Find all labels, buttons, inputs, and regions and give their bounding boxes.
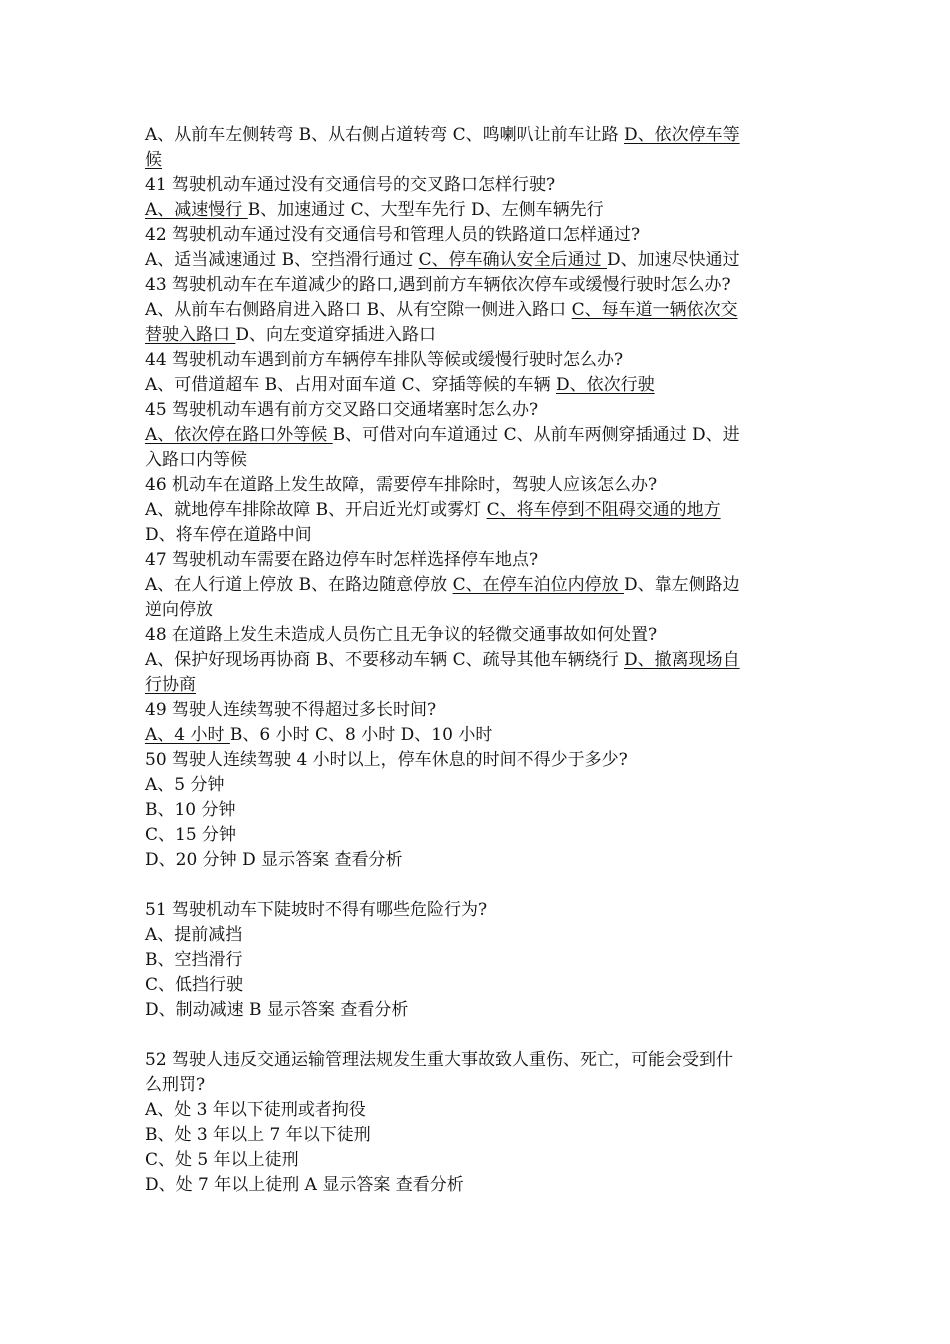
text-line: [145, 498, 813, 523]
text-segment: A、从前车左侧转弯 B、从右侧占道转弯 C、鸣喇叭让前车让路: [145, 125, 624, 145]
document-body: [145, 123, 813, 1198]
text-line: [145, 823, 813, 848]
text-line: [145, 598, 813, 623]
text-segment: 48 在道路上发生未造成人员伤亡且无争议的轻微交通事故如何处置?: [145, 625, 658, 645]
text-segment: A、就地停车排除故障 B、开启近光灯或雾灯: [145, 500, 487, 520]
text-segment: A、可借道超车 B、占用对面车道 C、穿插等候的车辆: [145, 375, 556, 395]
text-line: [145, 1048, 813, 1073]
text-line: [145, 273, 813, 298]
answer-text: D、依次行驶: [556, 375, 655, 395]
text-line: [145, 1098, 813, 1123]
text-segment: 入路口内等候: [145, 450, 247, 470]
text-segment: A、适当减速通过 B、空挡滑行通过: [145, 250, 419, 270]
answer-text: C、将车停到不阻碍交通的地方: [486, 500, 721, 520]
answer-text: A、4 小时: [145, 725, 230, 745]
text-segment: B、10 分钟: [145, 800, 236, 820]
text-segment: 42 驾驶机动车通过没有交通信号和管理人员的铁路道口怎样通过?: [145, 225, 641, 245]
answer-text: A、依次停在路口外等候: [145, 425, 333, 445]
text-line: [145, 523, 813, 548]
answer-text: C、在停车泊位内停放: [452, 575, 624, 595]
text-line: [145, 748, 813, 773]
answer-text: 替驶入路口: [145, 325, 236, 345]
text-line: [145, 448, 813, 473]
text-segment: B、可借对向车道通过 C、从前车两侧穿插通过 D、进: [332, 425, 740, 445]
text-segment: D、加速尽快通过: [607, 250, 740, 270]
text-line: [145, 673, 813, 698]
text-line: [145, 848, 813, 873]
text-segment: D、制动减速 B 显示答案 查看分析: [145, 1000, 409, 1020]
text-segment: A、处 3 年以下徒刑或者拘役: [145, 1100, 366, 1120]
text-segment: 50 驾驶人连续驾驶 4 小时以上，停车休息的时间不得少于多少?: [145, 750, 628, 770]
text-line: [145, 473, 813, 498]
text-line: [145, 773, 813, 798]
text-segment: B、6 小时 C、8 小时 D、10 小时: [229, 725, 493, 745]
text-line: [145, 298, 813, 323]
text-segment: A、在人行道上停放 B、在路边随意停放: [145, 575, 453, 595]
text-segment: D、向左变道穿插进入路口: [235, 325, 437, 345]
text-line: [145, 198, 813, 223]
text-line: [145, 948, 813, 973]
text-segment: A、提前减挡: [145, 925, 243, 945]
text-line: [145, 1148, 813, 1173]
text-line: [145, 798, 813, 823]
text-line: [145, 348, 813, 373]
text-segment: 41 驾驶机动车通过没有交通信号的交叉路口怎样行驶?: [145, 175, 556, 195]
text-segment: D、处 7 年以上徒刑 A 显示答案 查看分析: [145, 1175, 464, 1195]
text-line: [145, 148, 813, 173]
text-line: [145, 723, 813, 748]
text-segment: D、20 分钟 D 显示答案 查看分析: [145, 850, 403, 870]
text-segment: 52 驾驶人违反交通运输管理法规发生重大事故致人重伤、死亡，可能会受到什: [145, 1050, 734, 1070]
text-segment: 51 驾驶机动车下陡坡时不得有哪些危险行为?: [145, 900, 488, 920]
text-segment: C、处 5 年以上徒刑: [145, 1150, 299, 1170]
text-segment: 45 驾驶机动车遇有前方交叉路口交通堵塞时怎么办?: [145, 400, 539, 420]
text-segment: B、处 3 年以上 7 年以下徒刑: [145, 1125, 371, 1145]
text-segment: 46 机动车在道路上发生故障，需要停车排除时，驾驶人应该怎么办?: [145, 475, 658, 495]
answer-text: C、每车道一辆依次交: [571, 300, 738, 320]
text-line: [145, 373, 813, 398]
text-line: [145, 923, 813, 948]
text-segment: 43 驾驶机动车在车道减少的路口,遇到前方车辆依次停车或缓慢行驶时怎么办?: [145, 275, 731, 295]
text-segment: 47 驾驶机动车需要在路边停车时怎样选择停车地点?: [145, 550, 539, 570]
text-segment: D、靠左侧路边: [624, 575, 740, 595]
answer-text: D、依次停车等: [624, 125, 740, 145]
text-line: [145, 648, 813, 673]
text-line: [145, 1123, 813, 1148]
text-segment: C、15 分钟: [145, 825, 237, 845]
text-line: [145, 1073, 813, 1098]
text-segment: 么刑罚?: [145, 1075, 206, 1095]
text-line: [145, 123, 813, 148]
answer-text: D、撤离现场自: [624, 650, 740, 670]
text-line: [145, 398, 813, 423]
blank-line: [145, 873, 813, 898]
answer-text: 行协商: [145, 675, 196, 695]
text-line: [145, 423, 813, 448]
text-segment: A、从前车右侧路肩进入路口 B、从有空隙一侧进入路口: [145, 300, 572, 320]
text-line: [145, 623, 813, 648]
answer-text: 候: [145, 150, 162, 170]
text-line: [145, 573, 813, 598]
text-line: [145, 698, 813, 723]
text-line: [145, 323, 813, 348]
text-line: [145, 973, 813, 998]
text-line: [145, 548, 813, 573]
answer-text: A、减速慢行: [145, 200, 248, 220]
text-segment: D、将车停在道路中间: [145, 525, 312, 545]
text-line: [145, 898, 813, 923]
text-line: [145, 173, 813, 198]
text-line: [145, 248, 813, 273]
text-segment: C、低挡行驶: [145, 975, 244, 995]
blank-line: [145, 1023, 813, 1048]
text-segment: A、5 分钟: [145, 775, 225, 795]
text-line: [145, 998, 813, 1023]
text-segment: B、加速通过 C、大型车先行 D、左侧车辆先行: [247, 200, 604, 220]
text-line: [145, 223, 813, 248]
text-segment: 44 驾驶机动车遇到前方车辆停车排队等候或缓慢行驶时怎么办?: [145, 350, 624, 370]
text-segment: 逆向停放: [145, 600, 213, 620]
answer-text: C、停车确认安全后通过: [418, 250, 607, 270]
text-segment: A、保护好现场再协商 B、不要移动车辆 C、疏导其他车辆绕行: [145, 650, 624, 670]
text-line: [145, 1173, 813, 1198]
text-segment: B、空挡滑行: [145, 950, 243, 970]
text-segment: 49 驾驶人连续驾驶不得超过多长时间?: [145, 700, 437, 720]
